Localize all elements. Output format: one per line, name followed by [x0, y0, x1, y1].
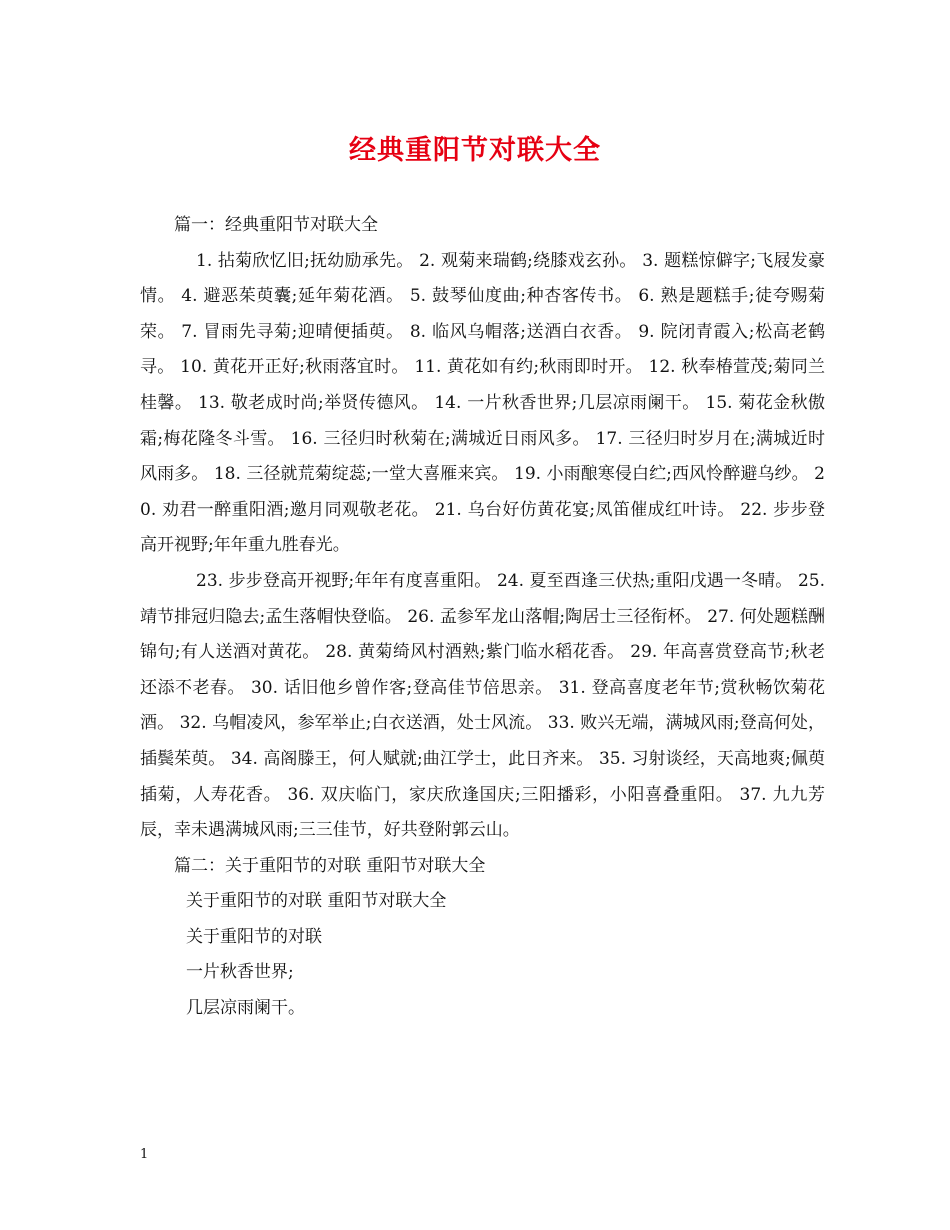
text-line: 关于重阳节的对联 [186, 926, 322, 947]
text-line: 几层凉雨阑干。 [186, 998, 305, 1019]
page-number: 1 [140, 1147, 149, 1162]
text-line: 一片秋香世界; [186, 962, 294, 983]
document-body [140, 208, 825, 1027]
text-line: 关于重阳节的对联 重阳节对联大全 [186, 891, 447, 912]
document-title: 经典重阳节对联大全 [349, 135, 601, 166]
couplets-paragraph-1: 1. 拈菊欣忆旧;抚幼励承先。 2. 观菊来瑞鹤;绕膝戏玄孙。 3. 题糕惊僻字;飞屐发豪情。 4. 避恶茱萸囊;延年菊花酒。 5. 鼓琴仙度曲;种杏客传书。 6. 熟是题糕手;徒夸赐菊荣。 7. 冒雨先寻菊;迎晴便插萸。 8. 临风乌帽落;送酒白衣香。 9. 院闭青霞入;松高老鹤寻。 10. 黄花开正好;秋雨落宜时。 11. 黄花如有约;秋雨即时开。 12. 秋奉椿萱茂;菊同兰桂馨。 13. 敬老成时尚;举贤传德风。 14. 一片秋香世界;几层凉雨阑干。 15. 菊花金秋傲霜;梅花隆冬斗雪。 16. 三径归时秋菊在;满城近日雨风多。 17. 三径归时岁月在;满城近时风雨多。 18. 三径就荒菊绽蕊;一堂大喜雁来宾。 19. 小雨酿寒侵白纻;西风怜醉避乌纱。 20. 劝君一醉重阳酒;邀月同观敬老花。 21. 乌台好仿黄花宴;凤笛催成红叶诗。 22. 步步登高开视野;年年重九胜春光。 [140, 250, 825, 556]
couplets-paragraph-2: 23. 步步登高开视野;年年有度喜重阳。 24. 夏至酉逢三伏热;重阳戊遇一冬晴。 25. 靖节排冠归隐去;孟生落帽快登临。 26. 孟参军龙山落帽;陶居士三径衔杯。 27. 何处题糕酬锦句;有人送酒对黄花。 28. 黄菊绮风村酒熟;紫门临水稻花香。 29. 年高喜赏登高节;秋老还添不老春。 30. 话旧他乡曾作客;登高佳节倍思亲。 31. 登高喜度老年节;赏秋畅饮菊花酒。 32. 乌帽凌风，参军举止;白衣送酒，处士风流。 33. 败兴无端，满城风雨;登高何处，插鬓茱萸。 34. 高阁滕王，何人赋就;曲江学士，此日齐来。 35. 习射谈经，天高地爽;佩萸插菊，人寿花香。 36. 双庆临门，家庆欣逢国庆;三阳播彩，小阳喜叠重阳。 37. 九九芳辰，幸未遇满城风雨;三三佳节，好共登附郭云山。 [140, 570, 825, 841]
section-1-heading: 篇一：经典重阳节对联大全 [174, 215, 378, 235]
section-2-heading: 篇二：关于重阳节的对联 重阳节对联大全 [174, 855, 486, 876]
